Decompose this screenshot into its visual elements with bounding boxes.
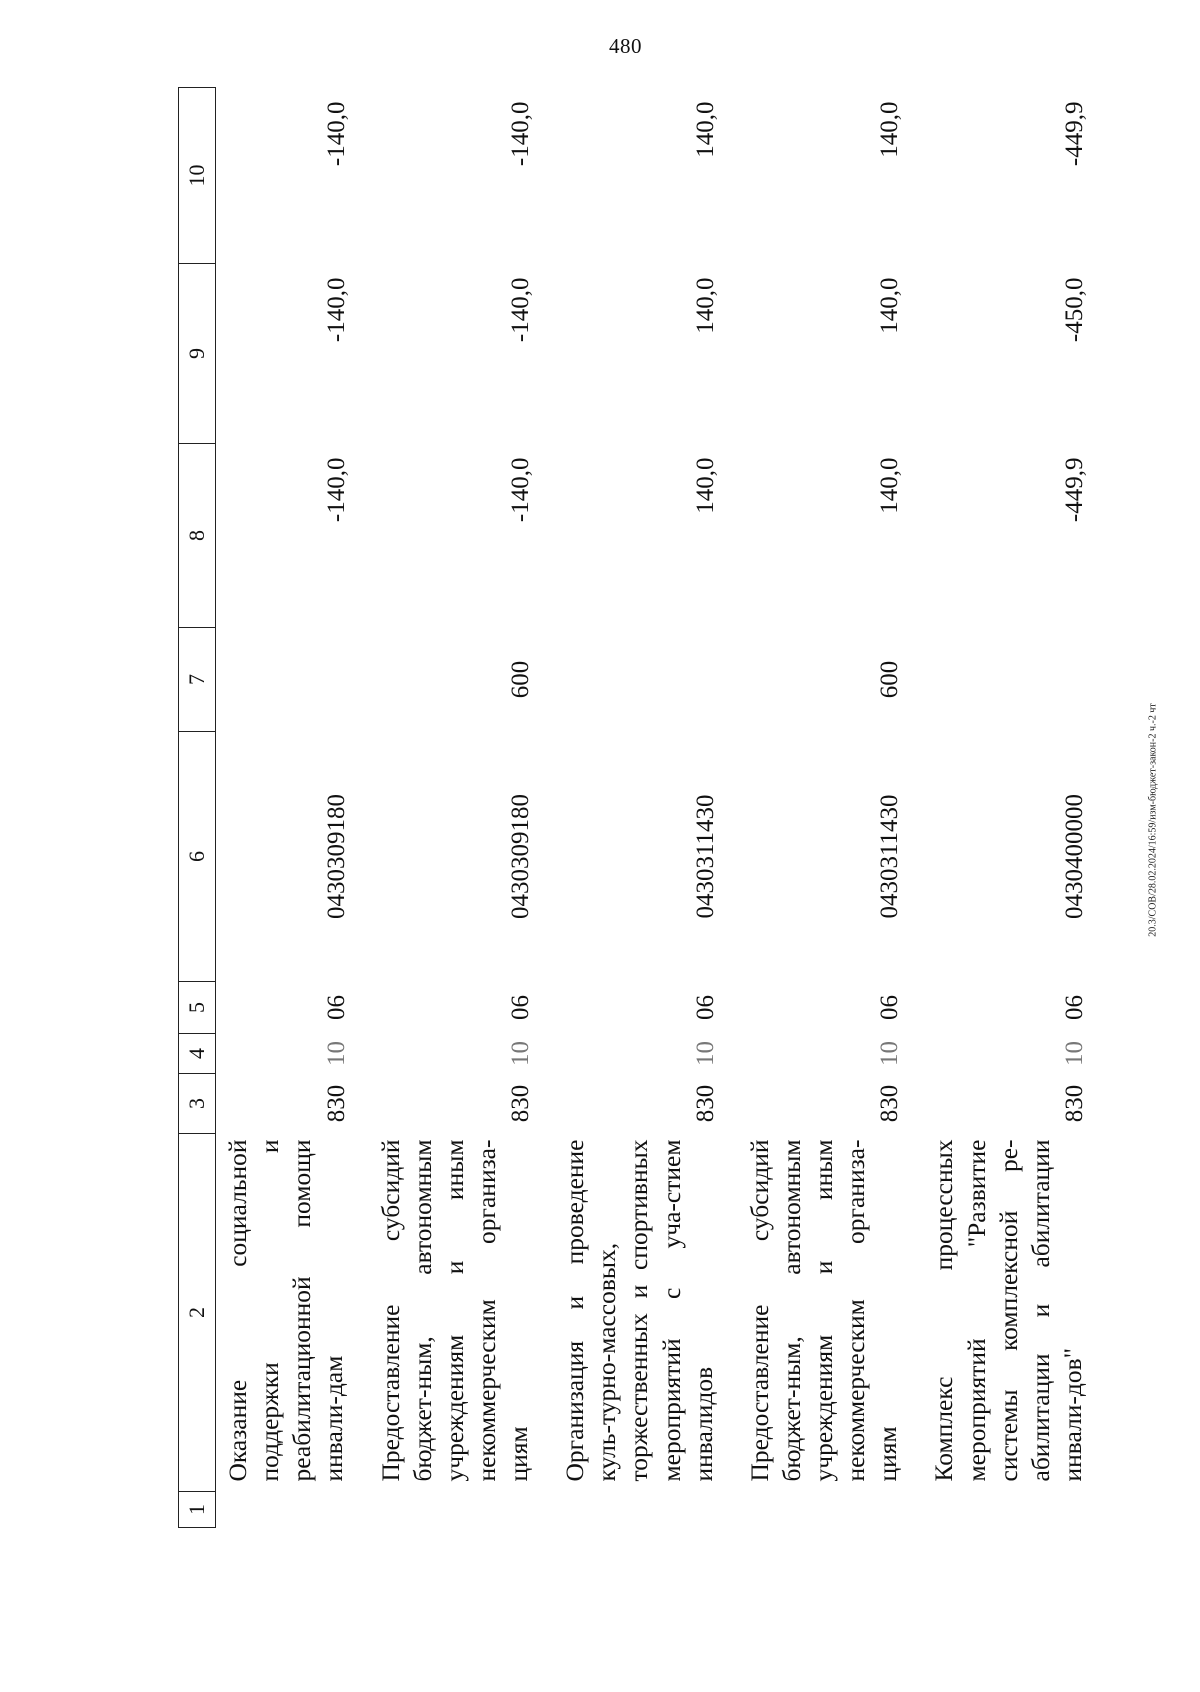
page-number: 480 <box>609 34 642 58</box>
column-header: 8 <box>179 444 216 628</box>
cell-c10: 140,0 <box>876 101 904 158</box>
cell-c8: -140,0 <box>322 457 350 523</box>
cell-c6: 0430400000 <box>1061 794 1088 919</box>
cell-c3: 830 <box>1061 1084 1088 1123</box>
cell-c10: -140,0 <box>507 101 535 167</box>
cell-c5: 06 <box>322 995 350 1020</box>
column-header: 1 <box>179 1492 216 1528</box>
column-header: 4 <box>179 1034 216 1074</box>
column-header: 2 <box>179 1134 216 1492</box>
column-header: 9 <box>179 264 216 444</box>
column-header: 3 <box>179 1074 216 1134</box>
cell-c6: 0430309180 <box>322 794 350 919</box>
column-header: 10 <box>179 88 216 264</box>
cell-c9: 140,0 <box>691 277 719 334</box>
cell-c4: 10 <box>876 1041 904 1066</box>
cell-c4: 10 <box>691 1041 719 1066</box>
cell-c7: 600 <box>876 660 904 699</box>
cell-c7 <box>922 628 1107 732</box>
row-name: Организация и проведение куль-турно-массовых, торжественных и спортивных мероприятий с уча-стием инвалидов <box>560 1139 718 1482</box>
cell-c4: 10 <box>507 1041 535 1066</box>
cell-c8: 140,0 <box>691 457 719 514</box>
cell-c3: 830 <box>322 1084 350 1123</box>
row-name: Предоставление субсидий бюджет-ным, автономным учреждениям и иным некоммерческим организа-циям <box>744 1139 903 1482</box>
table-row <box>369 88 554 1528</box>
row-name: Оказание социальной поддержки и реабилитационной помощи инвали-дам <box>223 1139 349 1482</box>
cell-c7 <box>553 628 738 732</box>
cell-c6: 0430309180 <box>507 794 535 919</box>
cell-c3: 830 <box>691 1084 719 1123</box>
cell-c8: -449,9 <box>1061 457 1088 523</box>
cell-c4: 10 <box>1061 1041 1088 1066</box>
column-header: 6 <box>179 732 216 982</box>
cell-c8: -140,0 <box>507 457 535 523</box>
cell-c10: -449,9 <box>1061 101 1088 167</box>
row-name: Предоставление субсидий бюджет-ным, автономным учреждениям и иным некоммерческим организа-циям <box>375 1139 533 1482</box>
cell-c6: 0430311430 <box>691 794 719 919</box>
cell-c6: 0430311430 <box>876 794 904 919</box>
table-row <box>553 88 738 1528</box>
row-name: Комплекс процессных мероприятий "Развитие системы комплексной ре-абилитации и абилитации инвали-дов" <box>929 1139 1087 1482</box>
cell-c7: 600 <box>507 660 535 699</box>
cell-c10: 140,0 <box>691 101 719 158</box>
document-footer-code: 20.3/СОВ/28.02.2024/16:59/изм-бюджет-закон-2 ч.-2 чт <box>1147 703 1159 937</box>
cell-c9: -140,0 <box>322 277 350 343</box>
cell-c5: 06 <box>1061 995 1088 1020</box>
cell-c10: -140,0 <box>322 101 350 167</box>
table-row <box>738 88 923 1528</box>
cell-c3: 830 <box>876 1084 904 1123</box>
cell-c9: -140,0 <box>507 277 535 343</box>
budget-table-rotated <box>178 88 1088 1528</box>
cell-c9: 140,0 <box>876 277 904 334</box>
table-row <box>216 88 369 1528</box>
column-header: 7 <box>179 628 216 732</box>
cell-c9: -450,0 <box>1061 277 1088 343</box>
cell-c5: 06 <box>507 995 535 1020</box>
budget-table <box>178 87 1107 1528</box>
cell-c4: 10 <box>322 1041 350 1066</box>
table-row <box>922 88 1107 1528</box>
cell-c3: 830 <box>507 1084 535 1123</box>
cell-c7 <box>216 628 369 732</box>
cell-c5: 06 <box>876 995 904 1020</box>
table-header-row <box>179 88 216 1528</box>
cell-c8: 140,0 <box>876 457 904 514</box>
column-header: 5 <box>179 982 216 1034</box>
cell-c5: 06 <box>691 995 719 1020</box>
